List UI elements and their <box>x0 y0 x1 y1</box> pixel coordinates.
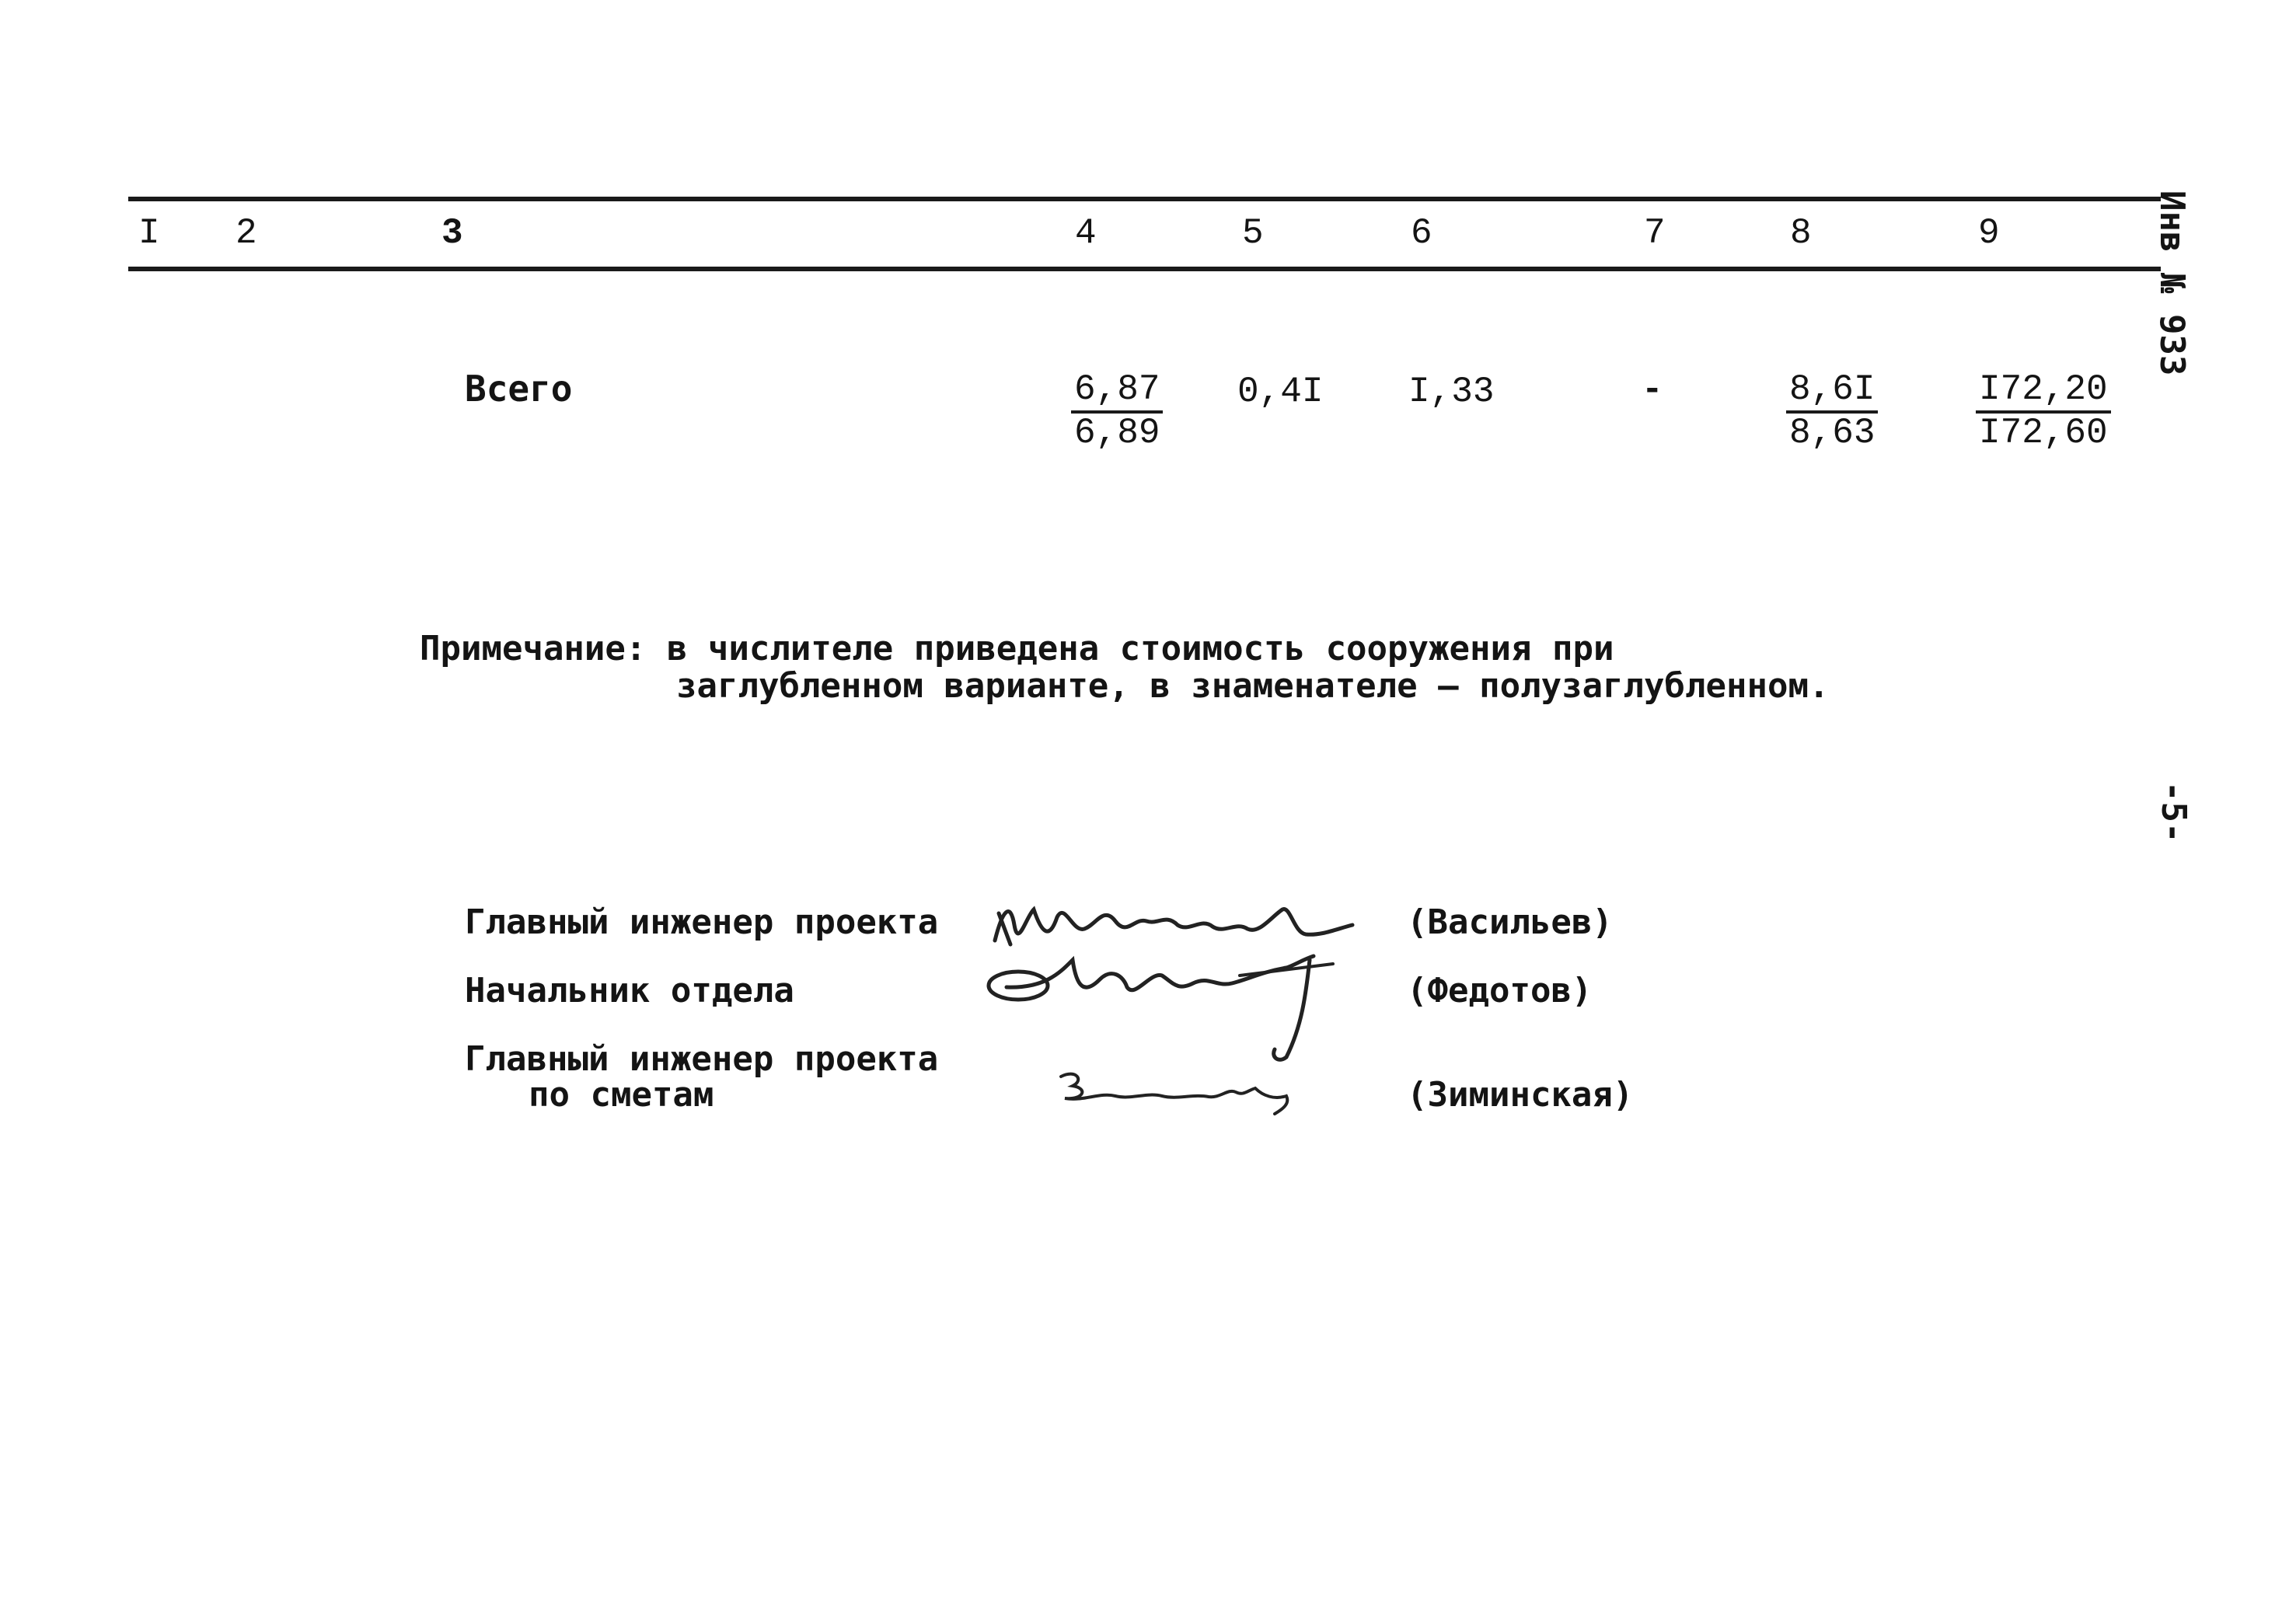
signature-name-ziminskaya: (Зиминская) <box>1407 1075 1634 1115</box>
total-col4-denominator: 6,89 <box>1074 413 1160 453</box>
page-number: -5- <box>2154 781 2193 843</box>
column-header-8: 8 <box>1790 213 1812 253</box>
total-col8-numerator: 8,6I <box>1786 372 1878 414</box>
signature-name-fedotov: (Федотов) <box>1407 971 1593 1010</box>
total-col8-fraction <box>1786 369 1878 453</box>
note-line-1: Примечание: в числителе приведена стоимость сооружения при <box>420 629 1614 668</box>
signature-role-estimates-engineer-line1: Главный инженер проекта <box>465 1039 939 1079</box>
column-header-9: 9 <box>1978 213 2000 253</box>
note-line-2: заглубленном варианте, в знаменателе – полузаглубленном. <box>676 666 1830 706</box>
total-row-label: Всего <box>465 368 573 410</box>
column-header-4: 4 <box>1075 213 1097 253</box>
column-header-2: 2 <box>236 213 257 253</box>
column-header-1: I <box>138 213 160 253</box>
total-col4-numerator: 6,87 <box>1071 372 1163 414</box>
total-col9-denominator: I72,60 <box>1979 413 2108 453</box>
total-col8-denominator: 8,63 <box>1789 413 1876 453</box>
total-col4-fraction <box>1071 369 1163 453</box>
total-col9-fraction <box>1976 369 2111 453</box>
inventory-number: Инв № 933 <box>2152 190 2192 376</box>
signature-role-department-head: Начальник отдела <box>465 971 794 1010</box>
signature-role-chief-engineer: Главный инженер проекта <box>465 902 939 942</box>
column-header-7: 7 <box>1644 213 1666 253</box>
column-header-5: 5 <box>1242 213 1264 253</box>
total-col7-value: - <box>1642 370 1663 410</box>
total-col5-value: 0,4I <box>1237 372 1324 412</box>
signature-role-estimates-engineer-line2: по сметам <box>529 1075 714 1115</box>
column-header-3: 3 <box>441 213 463 253</box>
total-col6-value: I,33 <box>1408 372 1495 412</box>
table-top-rule <box>128 197 2161 201</box>
handwritten-signature-fedotov <box>983 941 1356 1065</box>
total-col9-numerator: I72,20 <box>1976 372 2111 414</box>
signature-name-vasiliev: (Васильев) <box>1407 902 1613 942</box>
column-header-6: 6 <box>1411 213 1432 253</box>
table-header-rule <box>128 267 2161 271</box>
handwritten-signature-ziminskaya <box>1053 1061 1302 1115</box>
